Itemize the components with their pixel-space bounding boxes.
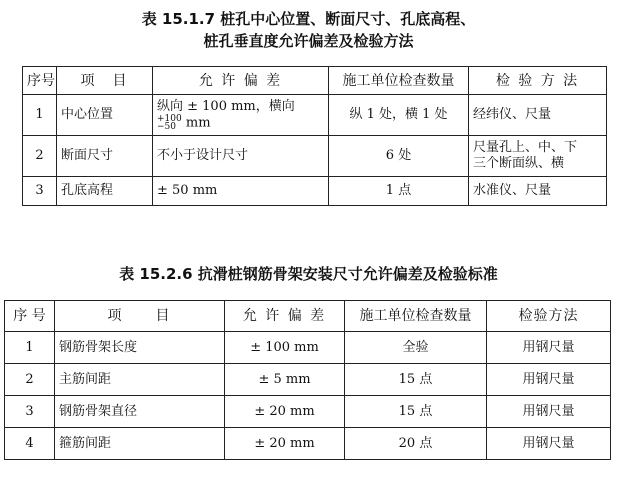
table1-header-method: 检 验 方 法: [469, 67, 607, 95]
row-method: 用钢尺量: [487, 396, 611, 428]
table-row: [5, 332, 611, 364]
row-count: 6 处: [329, 136, 469, 177]
row-item: 孔底高程: [57, 177, 153, 206]
table2-caption: 表 15.2.6 抗滑桩钢筋骨架安装尺寸允许偏差及检验标准: [119, 265, 498, 283]
tolerance-fraction-bottom: −50: [157, 121, 176, 132]
row-count: 全验: [345, 332, 487, 364]
row-method: 水准仪、尺量: [469, 177, 607, 206]
row-number: 3: [23, 177, 57, 206]
row-count: 15 点: [345, 396, 487, 428]
row-number: 3: [5, 396, 55, 428]
row-tolerance: ± 5 mm: [225, 364, 345, 396]
table1-caption-line2: 桩孔垂直度允许偏差及检验方法: [203, 32, 414, 50]
table-row: [5, 396, 611, 428]
row-number: 2: [5, 364, 55, 396]
row-count: 纵 1 处，横 1 处: [329, 95, 469, 136]
tolerance-line1: 纵向 ± 100 mm，横向: [157, 98, 295, 114]
row-number: 4: [5, 428, 55, 460]
row-item: 钢筋骨架长度: [55, 332, 225, 364]
table1-crop-edge: [22, 230, 606, 234]
table1-header-no: 序号: [23, 67, 57, 95]
table2-header-count: 施工单位检查数量: [345, 301, 487, 332]
tolerance-line2: [157, 115, 324, 132]
table2-header-method: 检验方法: [487, 301, 611, 332]
method-line1: 尺量孔上、中、下: [473, 140, 578, 155]
tolerance-unit: mm: [185, 115, 211, 131]
row-number: 2: [23, 136, 57, 177]
row-tolerance: ± 100 mm: [225, 332, 345, 364]
row-method: 用钢尺量: [487, 428, 611, 460]
row-tolerance: 不小于设计尺寸: [153, 136, 329, 177]
tolerance-fraction: [157, 115, 182, 131]
row-tolerance: ± 20 mm: [225, 396, 345, 428]
table2-header-no: 序 号: [5, 301, 55, 332]
table1-header-item: 项 目: [57, 67, 153, 95]
row-count: 1 点: [329, 177, 469, 206]
row-number: 1: [5, 332, 55, 364]
table2-header-row: [5, 301, 611, 332]
table2-header-tolerance: 允 许 偏 差: [225, 301, 345, 332]
row-tolerance: ± 20 mm: [225, 428, 345, 460]
row-method: 经纬仪、尺量: [469, 95, 607, 136]
table1-header-tolerance: 允 许 偏 差: [153, 67, 329, 95]
table-row: [23, 136, 607, 177]
table-row: [23, 95, 607, 136]
table2-header-item: 项 目: [55, 301, 225, 332]
table1-caption: [0, 8, 617, 52]
row-tolerance: [153, 95, 329, 136]
row-item: 钢筋骨架直径: [55, 396, 225, 428]
row-method: [469, 136, 607, 177]
row-tolerance: ± 50 mm: [153, 177, 329, 206]
table1-header-row: [23, 67, 607, 95]
table1: [22, 66, 607, 206]
row-count: 20 点: [345, 428, 487, 460]
tolerance-fraction-top: +100: [157, 113, 182, 124]
row-item: 主筋间距: [55, 364, 225, 396]
table2: [4, 300, 611, 460]
table-row: [23, 177, 607, 206]
row-count: 15 点: [345, 364, 487, 396]
table1-caption-line1: 表 15.1.7 桩孔中心位置、断面尺寸、孔底高程、: [141, 10, 476, 28]
row-number: 1: [23, 95, 57, 136]
table1-header-count: 施工单位检查数量: [329, 67, 469, 95]
row-item: 中心位置: [57, 95, 153, 136]
table-row: [5, 428, 611, 460]
method-line2: 三个断面纵、横: [473, 156, 565, 171]
row-method: 用钢尺量: [487, 364, 611, 396]
row-method: 用钢尺量: [487, 332, 611, 364]
table-row: [5, 364, 611, 396]
row-item: 箍筋间距: [55, 428, 225, 460]
row-item: 断面尺寸: [57, 136, 153, 177]
